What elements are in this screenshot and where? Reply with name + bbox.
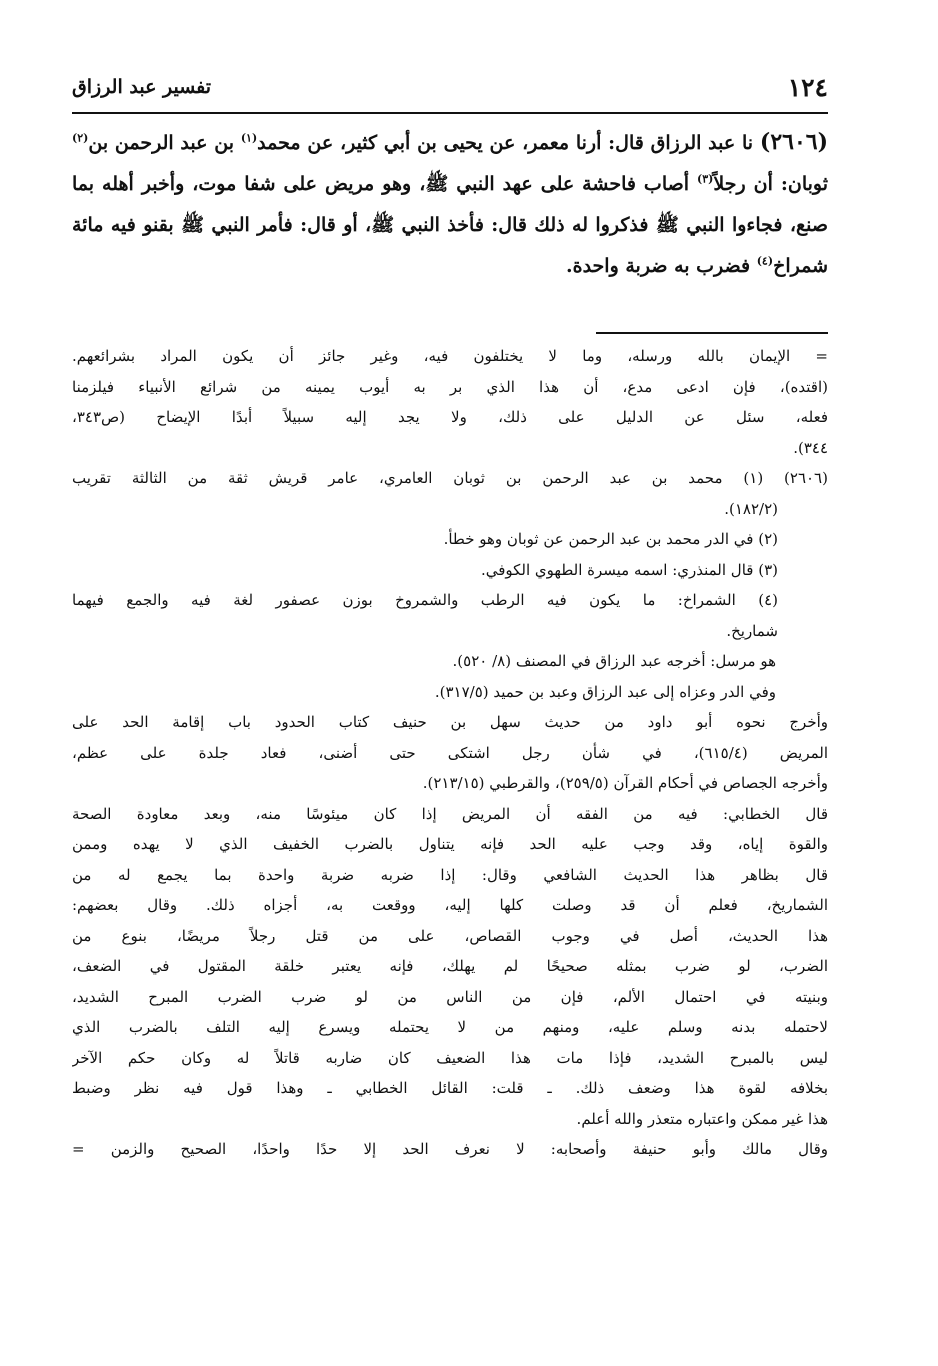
commentary-line: المريض (٦١٥/٤)، في شأن رجل اشتكى حتى أضنى، فعاد جلدة على عظم، bbox=[72, 743, 828, 762]
header-rule bbox=[72, 112, 828, 114]
page-header bbox=[72, 70, 828, 104]
hadith-text: ثوبان: أن رجلاً bbox=[713, 173, 828, 195]
footnote-4-cont: شماريخ. bbox=[726, 621, 778, 640]
hadith-text: نا عبد الرزاق قال: أرنا معمر، عن يحيى بن أبي كثير، عن محمد bbox=[257, 132, 760, 154]
commentary-line: هذا الحديث، أصل في وجوب القصاص، على من قتل رجلاً مريضًا، بنوع من bbox=[72, 926, 828, 945]
commentary-line: وفي الدر وعزاه إلى عبد الرزاق وعبد بن حميد (٣١٧/٥). bbox=[434, 682, 776, 701]
footnote-separator bbox=[596, 332, 828, 334]
footnote-line: فعله، سئل عن الدليل على ذلك، ولا يجد إليه سبيلاً أبدًا الإيضاح (ص٣٤٣، bbox=[72, 408, 828, 426]
hadith-text: بن عبد الرحمن بن bbox=[88, 132, 241, 154]
footnote-ref-3: (٣) bbox=[697, 172, 714, 186]
footnote-4: (٤) الشمراخ: ما يكون فيه الرطب والشمروخ بوزن عصفور لغة فيه والجمع فيهما bbox=[72, 591, 778, 609]
footnote-ref-2: (٢) bbox=[72, 131, 89, 145]
commentary-line: قال بظاهر هذا الحديث الشافعي وقال: إذا ضربه ضربة واحدة بما يجمع له من bbox=[72, 865, 828, 884]
commentary-line: الضرب، لو ضرب بمثله صحيحًا لم يهلك، فإنه يعتبر خلقة المقتول في الضعف، bbox=[72, 957, 828, 975]
commentary-line: ليس بالمبرح الشديد، فإذا مات هذا الضعيف كان ضاربه قاتلاً له وكان حكم الآخر bbox=[72, 1048, 828, 1067]
hadith-text: أصاب فاحشة على عهد النبي ﷺ، وهو مريض على شفا موت، وأخبر أهله بما صنع، فجاءوا النبي ﷺ فذكروا له ذلك قال: فأخذ النبي ﷺ، أو قال: فأمر النبي ﷺ بقنو فيه مائة شمراخ bbox=[72, 173, 828, 277]
footnote-line: ٣٤٤). bbox=[793, 438, 828, 457]
hadith-number: (٢٦٠٦) bbox=[759, 129, 828, 155]
main-text bbox=[72, 122, 828, 287]
footnote-2: (٢) في الدر محمد بن عبد الرحمن عن ثوبان وهو خطأ. bbox=[443, 530, 778, 548]
footnote-1-cont: (١٨٢/٢). bbox=[724, 499, 778, 518]
commentary-line: هو مرسل: أخرجه عبد الرزاق في المصنف (٨/ ٥٢٠). bbox=[452, 652, 776, 670]
hadith-paragraph bbox=[72, 122, 828, 287]
footnotes bbox=[72, 341, 828, 1165]
commentary-line: بخلافه لقوة هذا وضعف ذلك. ـ قلت: القائل الخطابي ـ وهذا قول فيه نظر وضبط bbox=[72, 1079, 828, 1097]
commentary-line: وأخرج نحوه أبو داود من حديث سهل بن حنيف كتاب الحدود باب إقامة الحد على bbox=[72, 713, 828, 731]
commentary-line: لاحتمله بدنه وسلم عليه، ومنهم من لا يحتمله ويسرع إليه التلف بالضرب الذي bbox=[72, 1018, 828, 1036]
footnote-line: = الإيمان بالله ورسله، وما لا يختلفون فيه، وغير جائز أن يكون المراد بشرائعهم. bbox=[72, 347, 828, 365]
hadith-text: فضرب به ضربة واحدة. bbox=[566, 255, 757, 277]
commentary-line: والقوة إياه، وقد وجب عليه الحد فإنه يتناول بالضرب الخفيف الذي لا يهده وممن bbox=[72, 835, 828, 853]
running-title: تفسير عبد الرزاق bbox=[72, 76, 212, 98]
footnote-ref-1: (١) bbox=[240, 131, 258, 145]
footnote-line: (اقتده)، فإن ادعى مدع، أن هذا الذي بر به أيوب يمينه من شرائع الأنبياء فيلزمنا bbox=[72, 377, 828, 396]
commentary-line: الشماريخ، فعلم أن قد وصلت كلها إليه، ووقعت به، أجزاه ذلك. وقال بعضهم: bbox=[72, 896, 828, 914]
footnote-ref-4: (٤) bbox=[756, 254, 774, 268]
footnote-1: (٢٦٠٦) (١) محمد بن عبد الرحمن بن ثوبان العامري، عامر قريش ثقة من الثالثة تقريب bbox=[72, 469, 828, 487]
commentary-line: وبنيته في احتمال الألم، فإن من الناس من لو ضرب الضرب المبرح الشديد، bbox=[72, 987, 828, 1006]
page-number: ١٢٤ bbox=[787, 72, 828, 102]
commentary-line: وقال مالك وأبو حنيفة وأصحابه: لا نعرف الحد إلا حدًا واحدًا، الصحيح والزمن = bbox=[72, 1140, 828, 1158]
commentary-line: وأخرجه الجصاص في أحكام القرآن (٢٥٩/٥)، والقرطبي (٢١٣/١٥). bbox=[422, 774, 828, 792]
footnote-3: (٣) قال المنذري: اسمه ميسرة الطهوي الكوفي. bbox=[480, 560, 778, 579]
commentary-line: قال الخطابي: فيه من الفقه أن المريض إذا كان ميئوسًا منه، وبعد معاودة الصحة bbox=[72, 804, 828, 823]
commentary-line: هذا غير ممكن واعتباره متعذر والله أعلم. bbox=[576, 1109, 828, 1128]
